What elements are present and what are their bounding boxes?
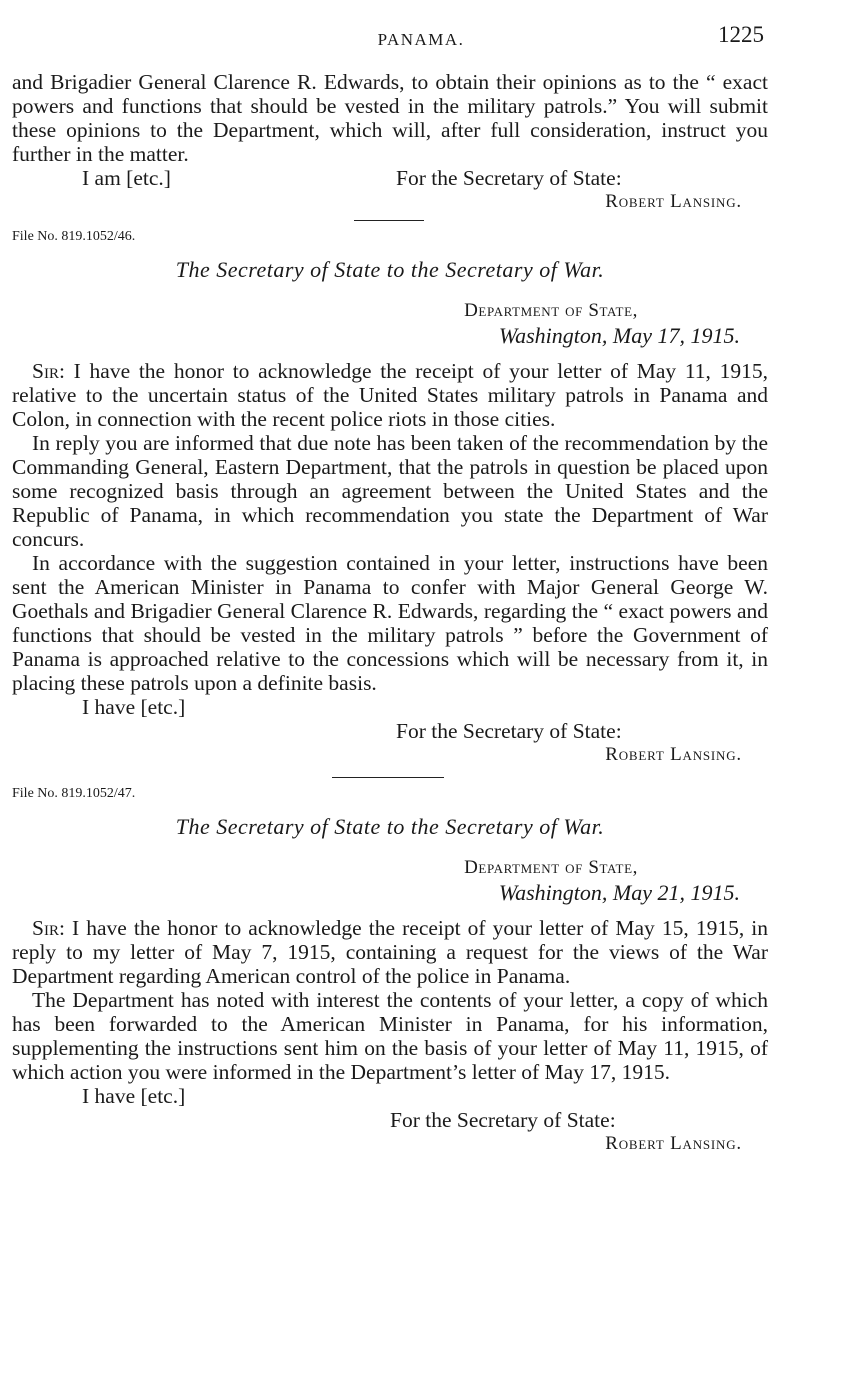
letter-heading: The Secretary of State to the Secretary of War. bbox=[175, 814, 605, 839]
signature: Robert Lansing. bbox=[605, 1133, 742, 1154]
closing-formula: I have [etc.] bbox=[82, 1084, 186, 1108]
page-body bbox=[12, 70, 768, 1156]
continuation-paragraph: and Brigadier General Clarence R. Edwards, to obtain their opinions as to the “ exact powers and functions that should be vested in the military patrols.” You will submit these opinions to the Department, which will, after full consideration, instruct you further in the matter. bbox=[12, 70, 768, 166]
letter-heading: The Secretary of State to the Secretary of War. bbox=[175, 257, 605, 282]
closing-row bbox=[12, 719, 768, 743]
letter-paragraph bbox=[12, 916, 768, 988]
page-number: 1225 bbox=[718, 22, 764, 47]
closing-formula: I am [etc.] bbox=[82, 166, 171, 190]
signature: Robert Lansing. bbox=[605, 191, 742, 212]
closing-formula: I have [etc.] bbox=[82, 695, 186, 719]
page-header bbox=[0, 22, 842, 52]
paragraph-text: : I have the honor to acknowledge the receipt of your letter of May 11, 1915, relative to the uncertain status of the United States military patrols in Panama and Colon, in connection with the recent police riots in those cities. bbox=[12, 359, 768, 431]
closing-row bbox=[12, 1084, 768, 1108]
letter-paragraph: The Department has noted with interest the contents of your letter, a copy of which has been forwarded to the American Minister in Panama, for his information, supplementing the instructions sent him on the basis of your letter of May 11, 1915, of which action you were informed in the Department’s letter of May 17, 1915. bbox=[12, 988, 768, 1084]
letter-paragraph: In reply you are informed that due note has been taken of the recommendation by the Commanding General, Eastern Department, that the patrols in question be placed upon some recognized basis through an agreement between the United States and the Republic of Panama, in which recommendation you state the Department of War concurs. bbox=[12, 431, 768, 551]
signature: Robert Lansing. bbox=[605, 744, 742, 765]
place-date: Washington, May 17, 1915. bbox=[498, 323, 740, 348]
closing-row bbox=[12, 695, 768, 719]
file-number: File No. 819.1052/46. bbox=[12, 229, 136, 244]
closing-row bbox=[12, 166, 768, 190]
paragraph-text: : I have the honor to acknowledge the receipt of your letter of May 15, 1915, in reply to my letter of May 7, 1915, containing a request for the views of the War Department regarding American control of the police in Panama. bbox=[12, 916, 768, 988]
letter-paragraph bbox=[12, 359, 768, 431]
file-number: File No. 819.1052/47. bbox=[12, 786, 136, 801]
signatory-line: For the Secretary of State: bbox=[396, 719, 622, 743]
running-head: PANAMA. bbox=[377, 30, 465, 49]
letter-paragraph: In accordance with the suggestion contained in your letter, instructions have been sent the American Minister in Panama to confer with Major General George W. Goethals and Brigadier General Clarence R. Edwards, regarding the “ exact powers and functions that should be vested in the military patrols ” before the Government of Panama is approached relative to the concessions which will be necessary from it, in placing these patrols upon a definite basis. bbox=[12, 551, 768, 695]
place-date: Washington, May 21, 1915. bbox=[498, 880, 740, 905]
sender-department: Department of State, bbox=[464, 300, 638, 321]
salutation: Sir bbox=[32, 359, 59, 383]
signatory-line: For the Secretary of State: bbox=[396, 166, 622, 190]
salutation: Sir bbox=[32, 916, 59, 940]
closing-row bbox=[12, 1108, 768, 1132]
signatory-line: For the Secretary of State: bbox=[390, 1108, 616, 1132]
section-divider bbox=[332, 777, 444, 778]
sender-department: Department of State, bbox=[464, 857, 638, 878]
section-divider bbox=[354, 220, 424, 221]
